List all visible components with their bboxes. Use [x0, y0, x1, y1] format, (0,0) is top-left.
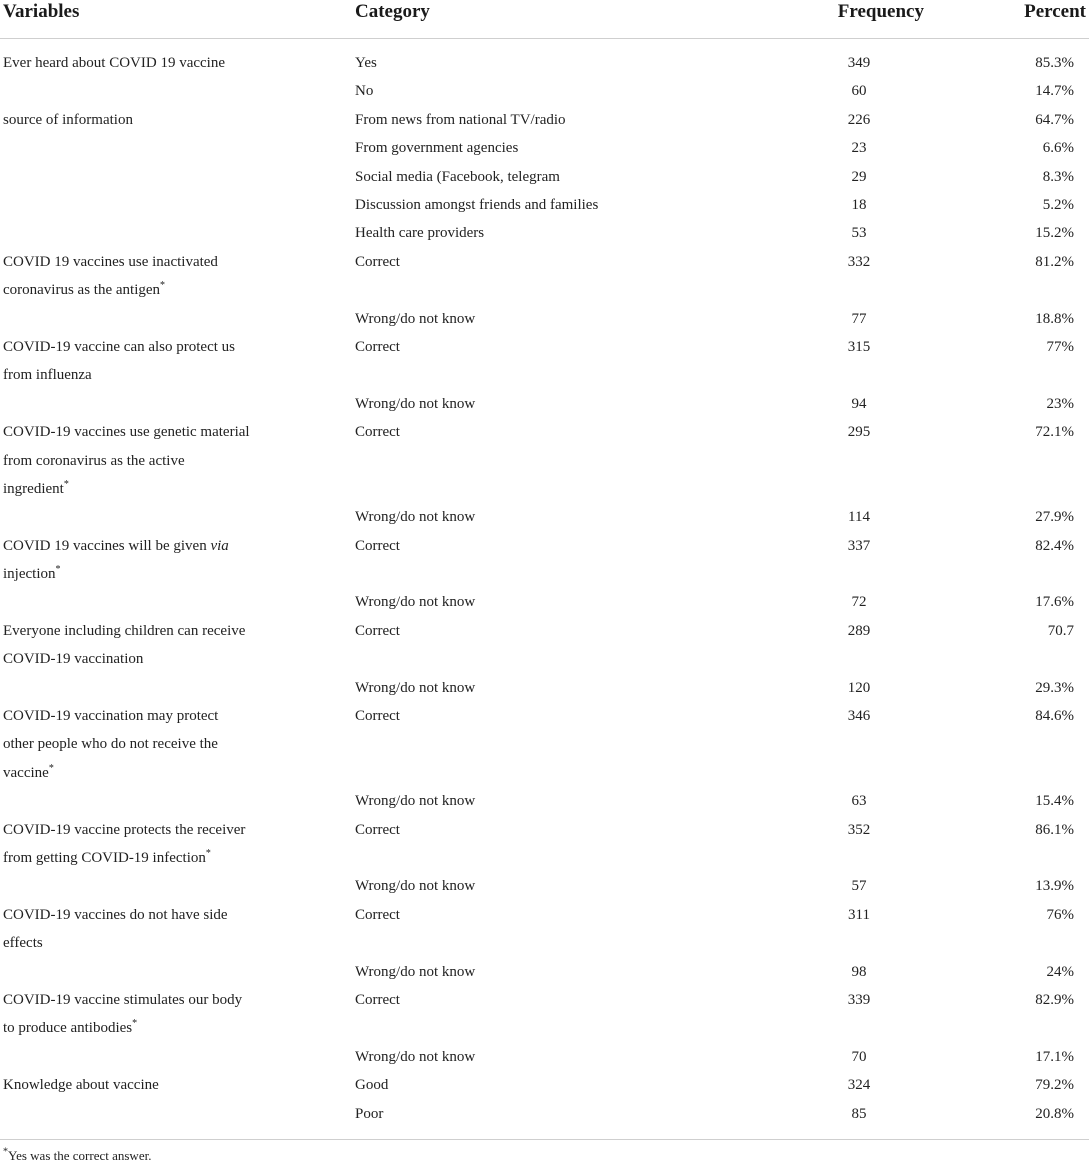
header-frequency: Frequency	[837, 1, 924, 22]
cell-frequency: 72	[851, 594, 867, 611]
variable-text-line: from influenza	[3, 367, 92, 384]
cell-percent: 85.3%	[1035, 55, 1074, 71]
variable-text-line: Everyone including children can receive	[3, 622, 246, 639]
table-row	[0, 872, 1089, 900]
cell-category: Correct	[355, 338, 400, 355]
variable-text-line: Ever heard about COVID 19 vaccine	[3, 55, 225, 71]
table-row	[0, 674, 1089, 702]
table-row	[0, 1043, 1089, 1071]
cell-percent: 72.1%	[1035, 424, 1074, 441]
cell-variable	[3, 106, 323, 134]
cell-percent: 8.3%	[1042, 168, 1074, 185]
footnote-text: Yes was the correct answer.	[8, 1148, 152, 1163]
table-row	[0, 163, 1089, 191]
header-variables: Variables	[3, 1, 80, 22]
cell-category: Correct	[355, 992, 400, 1009]
cell-percent: 29.3%	[1035, 679, 1074, 696]
cell-frequency: 29	[851, 168, 867, 185]
cell-category: From government agencies	[355, 140, 519, 157]
cell-percent: 27.9%	[1035, 509, 1074, 526]
cell-frequency: 63	[851, 793, 867, 810]
table-row	[0, 219, 1089, 247]
variable-text-line: ingredient*	[3, 478, 69, 497]
table-row	[0, 77, 1089, 105]
cell-frequency: 349	[847, 55, 871, 71]
cell-frequency: 53	[851, 225, 867, 242]
cell-frequency: 311	[848, 906, 870, 923]
cell-category: Wrong/do not know	[355, 878, 476, 895]
cell-percent: 82.4%	[1035, 537, 1074, 554]
cell-category: Social media (Facebook, telegram	[355, 168, 560, 185]
cell-category: Wrong/do not know	[355, 395, 476, 412]
table-row	[0, 816, 1089, 873]
cell-percent: 17.6%	[1035, 594, 1074, 611]
table-row	[0, 958, 1089, 986]
cell-variable	[3, 901, 323, 958]
cell-frequency: 70	[851, 1048, 867, 1065]
variable-text-line: Knowledge about vaccine	[3, 1077, 159, 1094]
header-category: Category	[355, 1, 430, 22]
cell-frequency: 339	[847, 992, 871, 1009]
cell-percent: 70.7	[1047, 622, 1074, 639]
table-row	[0, 248, 1089, 305]
variable-text-line: coronavirus as the antigen*	[3, 280, 166, 299]
cell-percent: 15.2%	[1035, 225, 1074, 242]
cell-category: Wrong/do not know	[355, 310, 476, 327]
cell-category: Wrong/do not know	[355, 594, 476, 611]
cell-percent: 64.7%	[1035, 111, 1074, 128]
cell-percent: 84.6%	[1035, 708, 1074, 725]
cell-percent: 82.9%	[1035, 992, 1074, 1009]
cell-category: Discussion amongst friends and families	[355, 196, 599, 213]
cell-category: Correct	[355, 424, 400, 441]
table-footnote	[3, 1148, 151, 1164]
table-row	[0, 418, 1089, 503]
cell-frequency: 23	[851, 140, 867, 157]
cell-percent: 23%	[1046, 395, 1074, 412]
cell-percent: 77%	[1046, 338, 1074, 355]
cell-category: Correct	[355, 253, 400, 270]
cell-category: No	[355, 83, 374, 100]
cell-variable	[3, 617, 323, 674]
cell-percent: 86.1%	[1035, 821, 1074, 838]
cell-variable	[3, 418, 323, 503]
variable-text-line: from getting COVID-19 infection*	[3, 848, 211, 867]
variable-text-line: other people who do not receive the	[3, 736, 218, 753]
cell-frequency: 98	[851, 963, 867, 980]
variable-text-line: COVID-19 vaccines do not have side	[3, 906, 228, 923]
table-row	[0, 588, 1089, 616]
cell-variable	[3, 49, 323, 77]
cell-variable	[3, 986, 323, 1043]
cell-category: Correct	[355, 821, 400, 838]
cell-frequency: 60	[851, 83, 867, 100]
cell-variable	[3, 816, 323, 873]
cell-category: Wrong/do not know	[355, 679, 476, 696]
table-row	[0, 532, 1089, 589]
cell-frequency: 315	[847, 338, 871, 355]
cell-category: Correct	[355, 906, 400, 923]
cell-frequency: 352	[847, 821, 871, 838]
cell-percent: 13.9%	[1035, 878, 1074, 895]
cell-frequency: 337	[847, 537, 871, 554]
table-row	[0, 787, 1089, 815]
cell-variable	[3, 702, 323, 787]
table-row	[0, 305, 1089, 333]
table-bottom-rule	[0, 1139, 1089, 1140]
cell-percent: 76%	[1046, 906, 1074, 923]
variable-text-line: injection*	[3, 564, 61, 583]
table-row	[0, 1071, 1089, 1099]
cell-category: Correct	[355, 708, 400, 725]
variable-text-line: COVID-19 vaccination	[3, 651, 144, 668]
variable-text-line: to produce antibodies*	[3, 1018, 138, 1037]
variable-text-line: COVID-19 vaccine protects the receiver	[3, 821, 246, 838]
cell-category: Poor	[355, 1105, 384, 1122]
cell-frequency: 18	[851, 196, 867, 213]
variable-text-line: effects	[3, 935, 43, 952]
cell-variable	[3, 248, 323, 305]
cell-category: Good	[355, 1077, 389, 1094]
cell-variable	[3, 1071, 323, 1099]
cell-category: Health care providers	[355, 225, 485, 242]
cell-percent: 18.8%	[1035, 310, 1074, 327]
table-row	[0, 134, 1089, 162]
cell-category: Wrong/do not know	[355, 963, 476, 980]
cell-frequency: 289	[847, 622, 871, 639]
cell-percent: 79.2%	[1035, 1077, 1074, 1094]
variable-text-line: vaccine*	[3, 762, 54, 781]
cell-category: Wrong/do not know	[355, 509, 476, 526]
table-row	[0, 191, 1089, 219]
cell-variable	[3, 532, 323, 589]
cell-frequency: 114	[848, 509, 870, 526]
table-row	[0, 503, 1089, 531]
cell-frequency: 346	[847, 708, 871, 725]
cell-category: Correct	[355, 537, 400, 554]
table-row	[0, 702, 1089, 787]
table-row	[0, 106, 1089, 134]
cell-percent: 15.4%	[1035, 793, 1074, 810]
variable-text-line: COVID 19 vaccines use inactivated	[3, 253, 218, 270]
table-row	[0, 986, 1089, 1043]
variable-text-line: COVID 19 vaccines will be given via	[3, 537, 229, 554]
variable-text-line: source of information	[3, 111, 133, 128]
table-row	[0, 617, 1089, 674]
cell-category: Wrong/do not know	[355, 793, 476, 810]
variable-text-line: from coronavirus as the active	[3, 452, 185, 469]
variable-text-line: COVID-19 vaccines use genetic material	[3, 424, 250, 441]
table-header-row	[0, 0, 1089, 39]
cell-frequency: 226	[847, 111, 871, 128]
cell-percent: 17.1%	[1035, 1048, 1074, 1065]
table-row	[0, 1100, 1089, 1128]
cell-variable	[3, 333, 323, 390]
cell-frequency: 57	[851, 878, 867, 895]
cell-category: Wrong/do not know	[355, 1048, 476, 1065]
table-row	[0, 390, 1089, 418]
variable-text-line: COVID-19 vaccine can also protect us	[3, 338, 236, 355]
cell-percent: 24%	[1046, 963, 1074, 980]
table-row	[0, 49, 1089, 77]
cell-percent: 6.6%	[1042, 140, 1074, 157]
cell-percent: 20.8%	[1035, 1105, 1074, 1122]
table-body	[0, 39, 1089, 1128]
cell-frequency: 77	[851, 310, 867, 327]
header-percent: Percent	[1024, 1, 1086, 22]
variable-text-line: COVID-19 vaccination may protect	[3, 708, 219, 725]
cell-category: From news from national TV/radio	[355, 111, 566, 128]
table-row	[0, 333, 1089, 390]
cell-category: Correct	[355, 622, 400, 639]
cell-frequency: 324	[847, 1077, 871, 1094]
cell-percent: 81.2%	[1035, 253, 1074, 270]
cell-percent: 14.7%	[1035, 83, 1074, 100]
cell-frequency: 332	[847, 253, 871, 270]
cell-percent: 5.2%	[1042, 196, 1074, 213]
table-row	[0, 901, 1089, 958]
cell-frequency: 120	[847, 679, 871, 696]
cell-frequency: 94	[851, 395, 867, 412]
variable-text-line: COVID-19 vaccine stimulates our body	[3, 992, 243, 1009]
cell-frequency: 85	[851, 1105, 867, 1122]
cell-category: Yes	[355, 55, 377, 71]
cell-frequency: 295	[847, 424, 871, 441]
footnote-marker: *	[3, 1146, 8, 1158]
